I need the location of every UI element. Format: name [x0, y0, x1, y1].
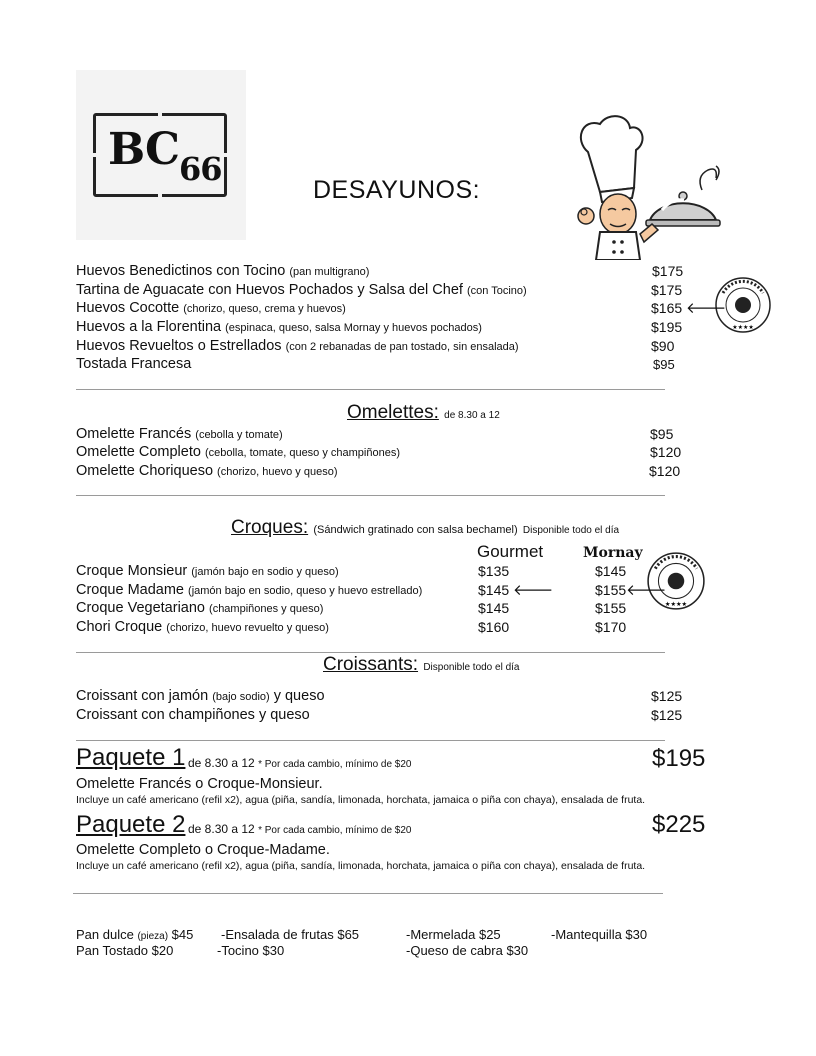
logo-notch	[91, 153, 97, 157]
column-header-gourmet: Gourmet	[477, 542, 544, 561]
logo-notch	[158, 193, 162, 199]
divider	[76, 652, 665, 653]
package-title: Paquete 2	[76, 811, 186, 838]
logo	[76, 70, 246, 240]
menu-price: $155	[595, 600, 627, 616]
package-description: Omelette Completo o Croque-Madame.	[76, 842, 330, 858]
menu-price: $90	[651, 338, 675, 354]
extra-item: -Queso de cabra $30	[406, 943, 529, 958]
menu-price: $195	[651, 319, 683, 335]
menu-item: Huevos Benedictinos con Tocino (pan multigrano)	[76, 263, 370, 279]
package-note: de 8.30 a 12 * Por cada cambio, mínimo de $20	[188, 822, 412, 836]
menu-price: $165 🡐	[651, 300, 727, 317]
menu-item: Chori Croque (chorizo, huevo revuelto y queso)	[76, 619, 329, 635]
menu-price: $145	[478, 600, 510, 616]
menu-price: $160	[478, 619, 510, 635]
extra-item: Pan Tostado $20	[76, 943, 174, 958]
section-title-croissants: Croissants: Disponible todo el día	[323, 654, 520, 675]
menu-item: Tostada Francesa	[76, 356, 192, 372]
package-note: de 8.30 a 12 * Por cada cambio, mínimo de $20	[188, 756, 412, 770]
menu-item: Tartina de Aguacate con Huevos Pochados y Salsa del Chef (con Tocino)	[76, 282, 527, 298]
menu-item: Croque Madame (jamón bajo en sodio, queso y huevo estrellado)	[76, 582, 423, 598]
package-price: $225	[652, 811, 706, 838]
menu-item: Huevos Revueltos o Estrellados (con 2 rebanadas de pan tostado, sin ensalada)	[76, 338, 519, 354]
menu-price: $145 🡐	[478, 582, 554, 599]
svg-text:★★★★: ★★★★	[664, 600, 688, 608]
menu-item: Croissant con champiñones y queso	[76, 707, 310, 723]
divider	[73, 893, 663, 894]
logo-notch	[223, 153, 229, 157]
menu-item: Omelette Francés (cebolla y tomate)	[76, 426, 283, 442]
menu-item: Croque Monsieur (jamón bajo en sodio y queso)	[76, 563, 339, 579]
menu-price: $155🡐	[595, 582, 667, 599]
page-title: DESAYUNOS:	[313, 176, 481, 204]
logo-main: BC	[108, 124, 180, 175]
menu-item: Omelette Choriqueso (chorizo, huevo y queso)	[76, 463, 338, 479]
package-includes: Incluye un café americano (refil x2), agua (piña, sandía, limonada, horchata, jamaica o piña con chaya), ensalada de fruta.	[76, 860, 646, 872]
extra-item: -Ensalada de frutas $65	[221, 927, 360, 942]
divider	[76, 389, 665, 390]
menu-item: Croque Vegetariano (champiñones y queso)	[76, 600, 324, 616]
svg-text:★★★★: ★★★★	[732, 324, 754, 331]
chef-illustration	[570, 110, 730, 260]
menu-price: $175	[652, 263, 684, 279]
column-header-mornay: Mornay	[583, 545, 643, 561]
menu-item: Croissant con jamón (bajo sodio) y queso	[76, 688, 325, 704]
package-title: Paquete 1	[76, 744, 186, 771]
menu-price: $120	[650, 444, 682, 460]
arrow-left-icon: 🡐	[686, 300, 727, 317]
menu-price: $125	[651, 688, 683, 704]
package-description: Omelette Francés o Croque-Monsieur.	[76, 776, 323, 792]
logo-sub: 66	[179, 150, 222, 188]
menu-price: $170	[595, 619, 627, 635]
logo-frame	[93, 113, 227, 197]
menu-price: $95	[650, 426, 674, 442]
extra-item: -Mermelada $25	[406, 927, 501, 942]
menu-price: $145	[595, 563, 627, 579]
divider	[76, 740, 665, 741]
menu-price: $120	[649, 463, 681, 479]
menu-price: $125	[651, 707, 683, 723]
menu-item: Omelette Completo (cebolla, tomate, queso y champiñones)	[76, 444, 401, 460]
section-title-croques: Croques: (Sándwich gratinado con salsa bechamel) Disponible todo el día	[231, 517, 620, 538]
arrow-left-icon: 🡐	[513, 582, 554, 599]
menu-item: Huevos a la Florentina (espinaca, queso, salsa Mornay y huevos pochados)	[76, 319, 482, 335]
extra-item: -Mantequilla $30	[551, 927, 648, 942]
package-includes: Incluye un café americano (refil x2), agua (piña, sandía, limonada, horchata, jamaica o piña con chaya), ensalada de fruta.	[76, 794, 646, 806]
extra-item: -Tocino $30	[217, 943, 285, 958]
extra-item: Pan dulce (pieza) $45	[76, 927, 194, 942]
menu-price: $95	[653, 357, 675, 372]
logo-text	[108, 124, 222, 188]
menu-item: Huevos Cocotte (chorizo, queso, crema y huevos)	[76, 300, 346, 316]
menu-price: $175	[651, 282, 683, 298]
logo-notch	[158, 111, 162, 117]
menu-price: $135	[478, 563, 510, 579]
divider	[76, 495, 665, 496]
arrow-left-icon: 🡐	[626, 582, 667, 599]
package-price: $195	[652, 745, 706, 772]
section-title-omelettes: Omelettes: de 8.30 a 12	[347, 402, 500, 423]
